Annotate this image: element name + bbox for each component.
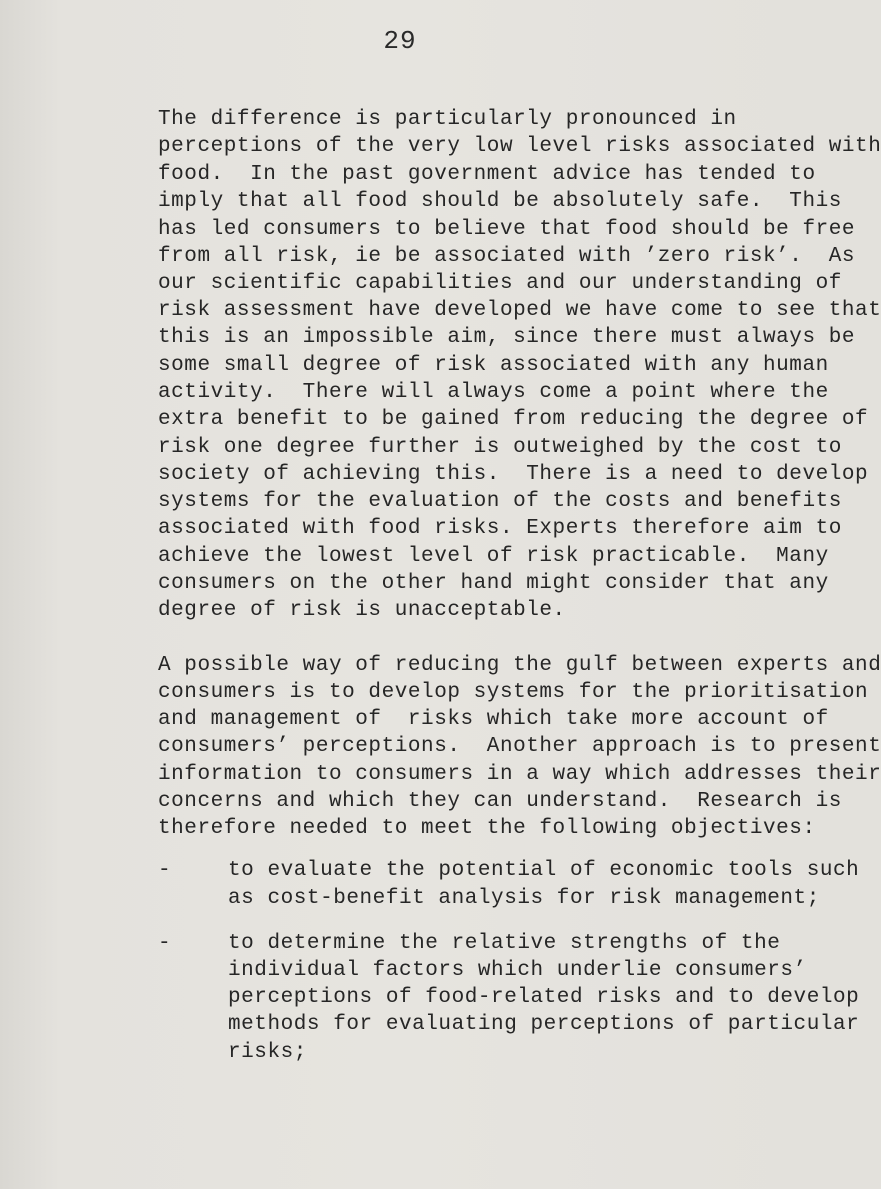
text-line: from all risk, ie be associated with ’zero risk’. As <box>158 245 856 268</box>
text-line: consumers’ perceptions. Another approach is to present <box>158 735 881 758</box>
text-line: as cost-benefit analysis for risk management; <box>228 887 820 910</box>
text-line: methods for evaluating perceptions of particular <box>228 1013 860 1036</box>
text-line: perceptions of food-related risks and to develop <box>228 986 860 1009</box>
text-line: food. In the past government advice has tended to <box>158 163 816 186</box>
text-line: some small degree of risk associated with any human <box>158 354 829 377</box>
text-line: to determine the relative strengths of the <box>228 932 781 955</box>
text-line: The difference is particularly pronounced in <box>158 108 737 131</box>
text-line: risk assessment have developed we have come to see that <box>158 299 881 322</box>
bullet-dash: - <box>158 859 171 882</box>
text-line: society of achieving this. There is a need to develop <box>158 463 869 486</box>
text-line: individual factors which underlie consumers’ <box>228 959 807 982</box>
text-line: risks; <box>228 1041 307 1064</box>
text-line: our scientific capabilities and our understanding of <box>158 272 842 295</box>
text-line: associated with food risks. Experts therefore aim to <box>158 517 842 540</box>
text-line: risk one degree further is outweighed by the cost to <box>158 436 842 459</box>
text-line: activity. There will always come a point where the <box>158 381 829 404</box>
text-line: achieve the lowest level of risk practicable. Many <box>158 545 829 568</box>
text-line: extra benefit to be gained from reducing the degree of <box>158 408 869 431</box>
text-line: A possible way of reducing the gulf between experts and <box>158 654 881 677</box>
text-line: consumers is to develop systems for the prioritisation <box>158 681 869 704</box>
text-line: this is an impossible aim, since there must always be <box>158 326 856 349</box>
text-line: concerns and which they can understand. Research is <box>158 790 842 813</box>
text-line: has led consumers to believe that food should be free <box>158 218 856 241</box>
text-line: and management of risks which take more account of <box>158 708 829 731</box>
text-line: to evaluate the potential of economic tools such <box>228 859 860 882</box>
text-line: information to consumers in a way which addresses their <box>158 763 881 786</box>
text-line: systems for the evaluation of the costs and benefits <box>158 490 842 513</box>
text-line: therefore needed to meet the following objectives: <box>158 817 816 840</box>
page-number: 29 <box>383 26 417 56</box>
text-line: consumers on the other hand might consider that any <box>158 572 829 595</box>
text-line: perceptions of the very low level risks associated with <box>158 135 881 158</box>
text-line: degree of risk is unacceptable. <box>158 599 566 622</box>
bullet-dash: - <box>158 932 171 955</box>
text-line: imply that all food should be absolutely safe. This <box>158 190 842 213</box>
